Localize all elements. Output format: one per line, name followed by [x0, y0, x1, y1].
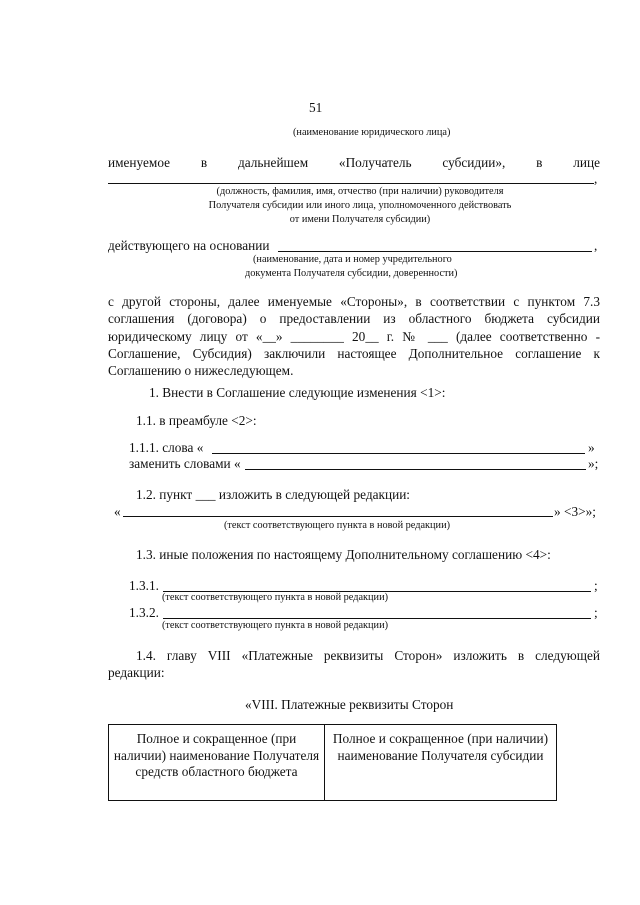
section-title: «VIII. Платежные реквизиты Сторон	[245, 697, 454, 712]
item-1-3-1-caption: (текст соответствующего пункта в новой редакции)	[162, 592, 389, 603]
caption-line: документа Получателя субсидии, доверенности)	[245, 268, 458, 279]
item-1-1-1-words: 1.1.1. слова «	[129, 440, 204, 455]
basis-label: действующего на основании	[108, 238, 270, 253]
replace-blank-line	[245, 469, 586, 470]
item-1-3-2: 1.3.2.	[129, 605, 159, 620]
intro-word: в	[200, 155, 208, 170]
official-line-comma: ,	[594, 171, 598, 186]
caption-line: (должность, фамилия, имя, отчество (при наличии) руководителя	[216, 186, 504, 197]
paragraph-line: Соглашению о нижеследующем.	[108, 363, 294, 379]
intro-word: «Получатель	[338, 155, 412, 170]
item-1-2: 1.2. пункт ___ изложить в следующей редакции:	[136, 487, 411, 502]
paragraph-line: соглашения (договора) о предоставлении из областного бюджета субсидии	[108, 311, 600, 327]
item-1-4	[136, 648, 600, 664]
item-1-3-2-end: ;	[594, 605, 598, 620]
item-1-2-close: » <3>»;	[554, 504, 596, 519]
item-1-4-line: 1.4. главу VIII «Платежные реквизиты Сторон» изложить в следующей	[136, 648, 600, 663]
intro-word: лице	[573, 155, 600, 170]
intro-word: дальнейшем	[237, 155, 309, 170]
page-number: 51	[309, 100, 323, 115]
words-close-quote: »	[588, 440, 595, 455]
item-1: 1. Внести в Соглашение следующие изменения <1>:	[149, 385, 446, 400]
intro-line	[108, 155, 600, 171]
item-1-3-1-end: ;	[594, 578, 598, 593]
official-caption	[0, 185, 640, 227]
caption-line: Получателя субсидии или иного лица, уполномоченного действовать	[208, 200, 512, 211]
intro-word: субсидии»,	[442, 155, 506, 170]
intro-word: именуемое	[108, 155, 171, 170]
intro-word: в	[536, 155, 543, 170]
caption-line: (наименование, дата и номер учредительного	[253, 254, 452, 265]
item-1-3-2-blank-line	[163, 618, 591, 619]
main-paragraph	[108, 293, 600, 379]
item-1-2-blank-line	[123, 516, 553, 517]
item-1-3-2-caption: (текст соответствующего пункта в новой редакции)	[162, 620, 389, 631]
replace-close-quote: »;	[588, 456, 599, 471]
caption-line: от имени Получателя субсидии)	[289, 214, 431, 225]
paragraph-line: с другой стороны, далее именуемые «Стороны», в соответствии с пунктом 7.3	[108, 294, 600, 309]
official-blank-line	[108, 183, 594, 184]
basis-caption	[0, 253, 640, 281]
item-1-2-caption: (текст соответствующего пункта в новой редакции)	[224, 520, 451, 531]
requisites-table	[108, 724, 557, 801]
basis-comma: ,	[594, 238, 598, 253]
item-1-4-line-2: редакции:	[108, 665, 165, 680]
table-cell-recipient-funds: Полное и сокращенное (при наличии) наименование Получателя средств областного бюджета	[109, 725, 325, 801]
legal-entity-caption: (наименование юридического лица)	[293, 127, 451, 138]
paragraph-line: Соглашение, Субсидия) заключили настоящее Дополнительное соглашение к	[108, 345, 600, 361]
paragraph-line: юридическому лицу от «__» ________ 20__ г. № ___ (далее соответственно -	[108, 328, 600, 344]
item-1-3: 1.3. иные положения по настоящему Дополнительному соглашению <4>:	[136, 547, 551, 562]
words-blank-line	[212, 453, 585, 454]
table-cell-recipient-subsidy: Полное и сокращенное (при наличии) наименование Получателя субсидии	[325, 725, 557, 801]
item-1-1-1-replace: заменить словами «	[129, 456, 241, 471]
item-1-2-open-quote: «	[114, 504, 121, 519]
item-1-3-1: 1.3.1.	[129, 578, 159, 593]
basis-blank-line	[278, 251, 592, 252]
item-1-1: 1.1. в преамбуле <2>:	[136, 413, 257, 428]
